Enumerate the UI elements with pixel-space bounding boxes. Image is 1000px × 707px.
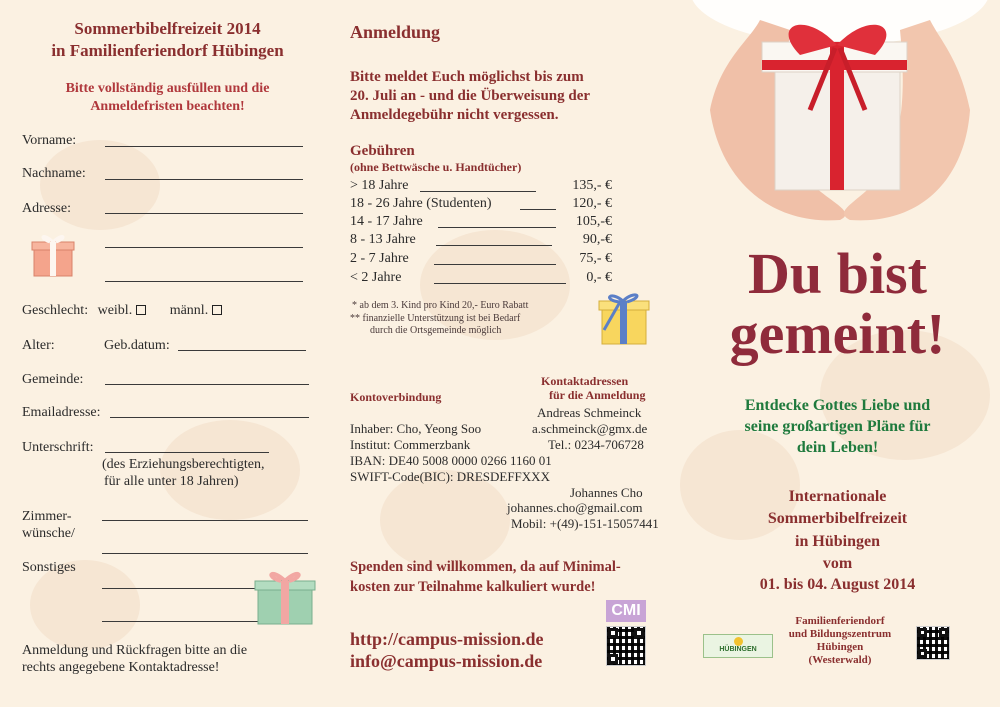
maennl-checkbox[interactable] xyxy=(212,305,222,315)
deadline-text: 20. Juli an - und die Überweisung der xyxy=(350,88,591,104)
event-date-label: vom xyxy=(822,555,853,572)
email-label: Emailadresse: xyxy=(22,405,101,420)
vorname-field[interactable] xyxy=(105,146,303,147)
huebingen-logo xyxy=(703,634,773,658)
geschlecht-label: Geschlecht: xyxy=(22,303,89,318)
qr-corner xyxy=(939,628,948,637)
form-footer: rechts angegebene Kontaktadresse! xyxy=(22,660,220,675)
logo-text: HÜBINGEN xyxy=(719,646,757,653)
form-note: Bitte vollständig ausfüllen und die xyxy=(65,81,270,96)
fee-price: 75,- € xyxy=(579,251,612,266)
konto-inhaber: Inhaber: Cho, Yeong Soo xyxy=(350,421,482,436)
donation-text: kosten zur Teilnahme kalkuliert wurde! xyxy=(350,579,596,595)
alter-label: Alter: xyxy=(22,338,55,353)
donation-text: Spenden sind willkommen, da auf Minimal- xyxy=(350,559,621,575)
qr-code-icon[interactable] xyxy=(606,626,646,666)
deadline-text: Anmeldegebühr nicht vergessen. xyxy=(350,107,559,123)
contact-mobil: Mobil: +(49)-151-15057441 xyxy=(511,516,659,531)
kontakt-heading: für die Anmeldung xyxy=(549,388,646,402)
gift-icon xyxy=(28,232,78,278)
fee-price: 90,-€ xyxy=(582,232,612,247)
event-title: Sommerbibelfreizeit xyxy=(767,510,908,527)
fee-label: 14 - 17 Jahre xyxy=(350,214,423,229)
fee-label: 2 - 7 Jahre xyxy=(350,251,409,266)
tagline: seine großartigen Pläne für xyxy=(744,418,931,435)
adresse-field[interactable] xyxy=(105,281,303,282)
fees-heading: Gebühren xyxy=(350,143,415,159)
fee-price: 0,- € xyxy=(586,270,612,285)
event-title: Internationale xyxy=(788,488,887,505)
contact-tel: Tel.: 0234-706728 xyxy=(548,437,644,452)
main-title: Du bist xyxy=(748,241,927,306)
email-link[interactable]: info@campus-mission.de xyxy=(350,651,543,671)
gebdatum-label: Geb.datum: xyxy=(104,338,170,353)
fee-label: > 18 Jahre xyxy=(350,178,409,193)
konto-swift: SWIFT-Code(BIC): DRESDEFFXXX xyxy=(350,469,550,484)
gemeinde-label: Gemeinde: xyxy=(22,372,84,387)
registration-form-panel xyxy=(0,0,335,707)
deadline-text: Bitte meldet Euch möglichst bis zum xyxy=(350,69,584,85)
footnote: * ab dem 3. Kind pro Kind 20,- Euro Rabatt xyxy=(352,300,529,311)
venue-text: (Westerwald) xyxy=(808,654,872,666)
qr-corner xyxy=(608,628,618,638)
footnote: durch die Ortsgemeinde möglich xyxy=(370,325,502,336)
fee-leader xyxy=(520,209,556,210)
cmi-logo: CMI xyxy=(606,600,646,622)
qr-corner xyxy=(918,628,927,637)
fee-label: 18 - 26 Jahre (Studenten) xyxy=(350,196,492,211)
fee-leader xyxy=(434,283,566,284)
fee-price: 135,- € xyxy=(572,178,612,193)
fee-leader xyxy=(434,264,556,265)
hands-gift-illustration xyxy=(690,0,990,225)
zimmer-field[interactable] xyxy=(102,553,308,554)
event-date: 01. bis 04. August 2014 xyxy=(759,576,916,593)
form-footer: Anmeldung und Rückfragen bitte an die xyxy=(22,643,248,658)
unterschrift-note: für alle unter 18 Jahren) xyxy=(104,474,239,489)
fee-label: < 2 Jahre xyxy=(350,270,402,285)
venue-text: und Bildungszentrum xyxy=(788,628,892,640)
zimmer-label: wünsche/ xyxy=(22,526,75,541)
konto-heading: Kontoverbindung xyxy=(350,390,442,404)
unterschrift-field[interactable] xyxy=(105,452,269,453)
contact-name: Johannes Cho xyxy=(570,485,643,500)
zimmer-field[interactable] xyxy=(102,520,308,521)
adresse-label: Adresse: xyxy=(22,201,71,216)
kontakt-heading: Kontaktadressen xyxy=(541,374,629,388)
konto-iban: IBAN: DE40 5008 0000 0266 1160 01 xyxy=(350,453,552,468)
adresse-field[interactable] xyxy=(105,213,303,214)
contact-email[interactable]: a.schmeinck@gmx.de xyxy=(532,421,648,436)
anmeldung-heading: Anmeldung xyxy=(350,22,441,42)
gebdatum-field[interactable] xyxy=(178,350,306,351)
konto-institut: Institut: Commerzbank xyxy=(350,437,471,452)
unterschrift-note: (des Erziehungsberechtigten, xyxy=(102,457,265,472)
main-title: gemeint! xyxy=(729,301,946,366)
fees-subheading: (ohne Bettwäsche u. Handtücher) xyxy=(350,160,522,174)
maennl-label: männl. xyxy=(169,303,209,318)
fee-leader xyxy=(436,245,552,246)
venue-text: Familienferiendorf xyxy=(795,615,885,627)
gift-icon xyxy=(252,568,318,626)
tagline: Entdecke Gottes Liebe und xyxy=(744,397,931,414)
fee-price: 120,- € xyxy=(572,196,612,211)
sun-icon xyxy=(734,637,743,646)
form-note: Anmeldefristen beachten! xyxy=(90,99,245,114)
contact-email[interactable]: johannes.cho@gmail.com xyxy=(507,500,643,515)
unterschrift-label: Unterschrift: xyxy=(22,440,94,455)
gemeinde-field[interactable] xyxy=(105,384,309,385)
adresse-field[interactable] xyxy=(105,247,303,248)
website-link[interactable]: http://campus-mission.de xyxy=(350,629,544,649)
gift-icon xyxy=(594,290,652,346)
geschlecht-row xyxy=(22,302,226,319)
qr-corner xyxy=(634,628,644,638)
qr-code-icon[interactable] xyxy=(916,626,950,660)
form-subtitle: in Familienferiendorf Hübingen xyxy=(51,41,284,60)
weibl-checkbox[interactable] xyxy=(136,305,146,315)
email-field[interactable] xyxy=(110,417,309,418)
sonstiges-label: Sonstiges xyxy=(22,560,76,575)
tagline: dein Leben! xyxy=(796,439,879,456)
event-location: in Hübingen xyxy=(795,533,880,550)
form-title: Sommerbibelfreizeit 2014 xyxy=(74,19,261,38)
fee-leader xyxy=(438,227,556,228)
fee-leader xyxy=(420,191,536,192)
weibl-label: weibl. xyxy=(97,303,133,318)
vorname-label: Vorname: xyxy=(22,133,77,148)
fee-price: 105,-€ xyxy=(575,214,612,229)
nachname-field[interactable] xyxy=(105,179,303,180)
qr-corner xyxy=(918,649,927,658)
qr-corner xyxy=(608,654,618,664)
contact-name: Andreas Schmeinck xyxy=(537,405,642,420)
venue-text: Hübingen xyxy=(816,641,864,653)
fee-label: 8 - 13 Jahre xyxy=(350,232,416,247)
footnote: ** finanzielle Unterstützung ist bei Bedarf xyxy=(350,313,521,324)
nachname-label: Nachname: xyxy=(22,166,86,181)
zimmer-label: Zimmer- xyxy=(22,509,72,524)
